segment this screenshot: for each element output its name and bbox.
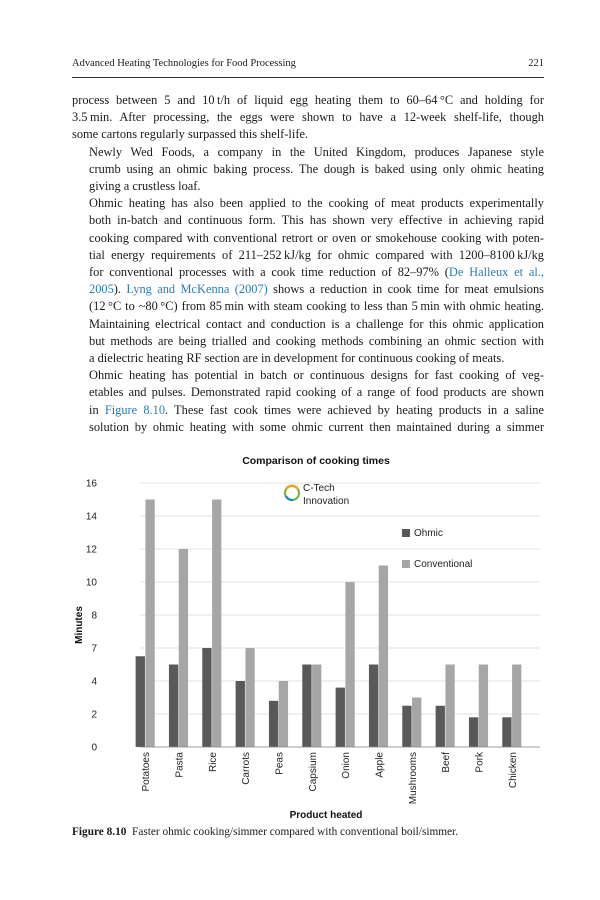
legend-label-ohmic: Ohmic bbox=[414, 528, 443, 539]
bar-conventional-pasta bbox=[179, 549, 188, 747]
x-tick-label: Carrots bbox=[241, 752, 253, 785]
x-tick-label: Capsium bbox=[307, 752, 319, 792]
bar-ohmic-carrots bbox=[236, 681, 245, 747]
legend-swatch-conventional bbox=[402, 560, 410, 568]
text-run: in bbox=[89, 402, 105, 417]
text-line: solution by ohmic heating with some ohmic current then maintained during a simmer bbox=[89, 419, 544, 434]
cooking-times-chart bbox=[60, 445, 540, 823]
text-run: shows a reduction in cook time for meat emulsions bbox=[267, 282, 544, 297]
header-rule bbox=[72, 77, 544, 78]
citation-de-halleux-year[interactable]: 2005 bbox=[89, 282, 114, 297]
x-tick-label: Pasta bbox=[174, 752, 186, 778]
legend-label-conventional: Conventional bbox=[414, 559, 473, 570]
bar-conventional-peas bbox=[279, 681, 288, 747]
text-line bbox=[72, 281, 544, 298]
bar-conventional-onion bbox=[345, 582, 354, 747]
bar-conventional-beef bbox=[445, 665, 454, 748]
x-tick-label: Mushrooms bbox=[407, 752, 419, 805]
running-header bbox=[72, 58, 544, 74]
logo-text-line: Innovation bbox=[303, 496, 350, 507]
text-line: Maintaining electrical contact and conduction is a challenge for this ohmic application bbox=[89, 316, 544, 331]
bar-ohmic-potatoes bbox=[136, 656, 145, 747]
citation-de-halleux[interactable]: De Halleux et al., bbox=[448, 265, 544, 280]
body-text bbox=[72, 92, 544, 436]
text-line: tial energy requirements of 211–252 kJ/kg for ohmic compared with 1200–8100 kJ/kg bbox=[89, 247, 544, 262]
bar-ohmic-pasta bbox=[169, 665, 178, 748]
text-line: Ohmic heating has potential in batch or continuous designs for fast cooking of veg- bbox=[89, 368, 544, 383]
text-line: but methods are being trialled and cooking methods combining an ohmic section with bbox=[89, 333, 544, 348]
bar-conventional-carrots bbox=[245, 648, 254, 747]
y-tick-label: 2 bbox=[91, 709, 97, 721]
y-tick-label: 10 bbox=[85, 577, 97, 589]
text-run: . These fast cook times were achieved by heating products in a saline bbox=[165, 402, 544, 417]
bar-conventional-chicken bbox=[512, 665, 521, 748]
x-tick-label: Pork bbox=[474, 752, 486, 773]
logo-arc-icon bbox=[286, 496, 293, 500]
y-tick-label: 0 bbox=[91, 742, 97, 754]
text-line: (12 °C to ~80 °C) from 85 min with steam cooking to less than 5 min with ohmic heating. bbox=[89, 299, 544, 314]
x-tick-label: Onion bbox=[341, 752, 353, 779]
caption-label: Figure 8.10 bbox=[72, 826, 127, 838]
bar-conventional-pork bbox=[479, 665, 488, 748]
text-line: a dielectric heating RF section are in development for continuous cooking of meats. bbox=[89, 351, 505, 366]
bar-ohmic-mushrooms bbox=[402, 706, 411, 747]
bar-conventional-apple bbox=[379, 566, 388, 748]
text-line: process between 5 and 10 t/h of liquid egg heating them to 60–64 °C and holding for bbox=[72, 93, 544, 107]
x-tick-label: Apple bbox=[374, 752, 386, 778]
text-line: crumb using an ohmic baking process. The dough is baked using only ohmic heating bbox=[89, 161, 544, 176]
bar-ohmic-onion bbox=[336, 688, 345, 747]
text-run: for conventional processes with a cook time reduction of 82–97% ( bbox=[89, 265, 449, 280]
logo-text-line: C-Tech bbox=[303, 483, 335, 494]
y-tick-label: 12 bbox=[85, 544, 97, 556]
y-tick-label: 16 bbox=[85, 478, 97, 490]
text-line: giving a crustless loaf. bbox=[89, 179, 201, 194]
y-tick-label: 14 bbox=[85, 511, 97, 523]
x-tick-label: Chicken bbox=[507, 752, 519, 789]
citation-lyng-mckenna[interactable]: Lyng and McKenna (2007) bbox=[126, 282, 268, 297]
text-line: cooking compared with conventional retrort or oven or smokehouse cooking with poten- bbox=[89, 230, 544, 245]
y-axis-ticks bbox=[86, 479, 98, 754]
bar-ohmic-peas bbox=[269, 701, 278, 747]
bar-conventional-potatoes bbox=[145, 500, 154, 748]
paragraph-3 bbox=[72, 195, 544, 367]
y-tick-label: 4 bbox=[91, 676, 97, 688]
figure-link[interactable]: Figure 8.10 bbox=[104, 402, 166, 417]
x-axis-ticks bbox=[141, 751, 519, 804]
running-title: Advanced Heating Technologies for Food Processing bbox=[72, 58, 296, 69]
chart-title: Comparison of cooking times bbox=[242, 455, 390, 467]
caption-text: Faster ohmic cooking/simmer compared with conventional boil/simmer. bbox=[132, 826, 459, 838]
text-line bbox=[72, 264, 544, 281]
bar-conventional-capsium bbox=[312, 665, 321, 748]
bars bbox=[136, 500, 522, 748]
paragraph-4 bbox=[72, 367, 544, 436]
x-tick-label: Potatoes bbox=[141, 752, 153, 792]
bar-ohmic-chicken bbox=[502, 717, 511, 747]
text-line bbox=[72, 402, 544, 419]
text-line: some cartons regularly surpassed this shelf-life. bbox=[72, 127, 309, 142]
text-line: both in-batch and continuous form. This has shown very effective in achieving rapid bbox=[89, 213, 544, 228]
text-run: ). bbox=[113, 282, 127, 297]
figure-caption bbox=[72, 826, 544, 838]
paragraph-1 bbox=[72, 92, 544, 144]
bar-ohmic-apple bbox=[369, 665, 378, 748]
x-tick-label: Rice bbox=[207, 752, 219, 773]
y-tick-label: 8 bbox=[91, 610, 97, 622]
page-number: 221 bbox=[528, 58, 544, 69]
text-line: etables and pulses. Demonstrated rapid cooking of a range of food products are shown bbox=[89, 385, 544, 400]
text-line: 3.5 min. After processing, the eggs were shown to have a 12-week shelf-life, though bbox=[72, 110, 544, 125]
x-tick-label: Peas bbox=[274, 752, 286, 775]
text-line: Newly Wed Foods, a company in the United Kingdom, produces Japanese style bbox=[89, 144, 544, 159]
bar-conventional-rice bbox=[212, 500, 221, 748]
bar-ohmic-capsium bbox=[302, 665, 311, 748]
bar-ohmic-beef bbox=[436, 706, 445, 747]
x-tick-label: Beef bbox=[441, 752, 453, 773]
c-tech-logo bbox=[285, 483, 349, 507]
y-tick-label: 7 bbox=[91, 643, 97, 655]
legend-swatch-ohmic bbox=[402, 529, 410, 537]
y-axis-label: Minutes bbox=[74, 606, 85, 644]
text-line: Ohmic heating has also been applied to the cooking of meat products experimentally bbox=[89, 196, 544, 211]
bar-conventional-mushrooms bbox=[412, 698, 421, 748]
paragraph-2 bbox=[72, 144, 544, 196]
bar-ohmic-rice bbox=[202, 648, 211, 747]
bar-ohmic-pork bbox=[469, 717, 478, 747]
x-axis-label: Product heated bbox=[289, 810, 363, 821]
